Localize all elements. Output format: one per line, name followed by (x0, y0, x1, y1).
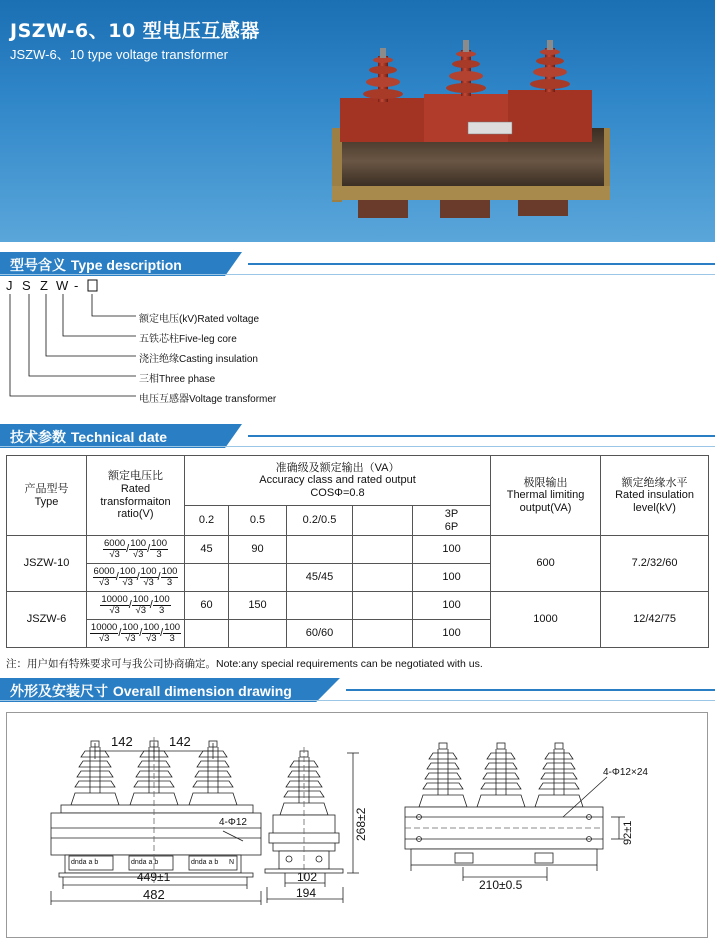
cell-thermal: 1000 (491, 592, 601, 648)
cell-05 (229, 564, 287, 592)
hdr-col-empty (353, 506, 413, 536)
section-bar-type-description: 型号含义 Type description (0, 252, 715, 276)
cell-05: 90 (229, 536, 287, 564)
hdr-ratio: 额定电压比 Rated transformaiton ratio(V) (87, 456, 185, 536)
cell-ratio: $\frac{10000}{√3}$ / $\frac{100}{√3}$ / $\frac{100}{√3}$ / $\frac{100}{3}$ (87, 620, 185, 648)
code-letter-j: J (6, 278, 13, 293)
terminal-a: dnda a b (71, 859, 99, 866)
cell-3p: 100 (413, 620, 491, 648)
note-text: 注：用户如有特殊要求可与我公司协商确定。Note:any special requirements can be negotiated with us. (6, 658, 483, 670)
hdr-col-3p6p: 3P 6P (413, 506, 491, 536)
cell-02 (185, 564, 229, 592)
header-banner (0, 0, 715, 242)
cell-thermal: 600 (491, 536, 601, 592)
dim-mount-width: 449±1 (137, 870, 171, 884)
dim-hole-front: 4-Φ12 (219, 817, 247, 828)
type-meaning-five-leg-core: 五铁芯柱Five-leg core (139, 334, 237, 345)
type-meaning-rated-voltage: 额定电压(kV)Rated voltage (139, 314, 260, 325)
hdr-accuracy: 准确级及额定输出（VA） Accuracy class and rated output COSΦ=0.8 (185, 456, 491, 506)
terminal-b: dnda a b (131, 859, 159, 866)
cell-model: JSZW-6 (7, 592, 87, 648)
dim-height: 268±2 (354, 807, 368, 841)
hdr-col-02: 0.2 (185, 506, 229, 536)
type-meaning-three-phase: 三相Three phase (139, 374, 216, 385)
hdr-col-05: 0.5 (229, 506, 287, 536)
cell-ratio: $\frac{6000}{√3}$ / $\frac{100}{√3}$ / $\frac{100}{√3}$ / $\frac{100}{3}$ (87, 564, 185, 592)
insulator-1 (363, 48, 403, 102)
cell-empty (353, 536, 413, 564)
dim-top-mount: 210±0.5 (479, 878, 523, 892)
dimension-svg (7, 713, 707, 937)
dim-total-width: 482 (143, 887, 165, 902)
cell-0205 (287, 592, 353, 620)
code-letter-s: S (22, 278, 31, 293)
type-meaning-voltage-transformer: 电压互感器Voltage transformer (139, 394, 277, 405)
dim-spacing-b: 142 (169, 734, 191, 749)
type-code-leaders (0, 278, 715, 408)
type-meaning-casting: 浇注绝缘Casting insulation (139, 354, 258, 365)
terminal-c: dnda a b (191, 859, 219, 866)
dimension-drawing (6, 712, 708, 938)
hdr-insulation: 额定绝缘水平 Rated insulation level(kV) (601, 456, 709, 536)
cell-05: 150 (229, 592, 287, 620)
section-bar-dimension: 外形及安装尺寸 Overall dimension drawing (0, 678, 715, 702)
cell-3p: 100 (413, 536, 491, 564)
table-row (7, 536, 709, 564)
insulator-2 (446, 40, 486, 96)
cell-02 (185, 620, 229, 648)
cell-02: 60 (185, 592, 229, 620)
dim-side-mount: 102 (297, 870, 318, 884)
cell-05 (229, 620, 287, 648)
cell-empty (353, 620, 413, 648)
cell-02: 45 (185, 536, 229, 564)
cell-insulation: 12/42/75 (601, 592, 709, 648)
code-letter-w: W (56, 278, 69, 293)
cell-3p: 100 (413, 564, 491, 592)
dim-hole-top: 4-Φ12×24 (603, 767, 648, 778)
hdr-col-0205: 0.2/0.5 (287, 506, 353, 536)
insulator-3 (530, 40, 570, 92)
code-letter-z: Z (40, 278, 48, 293)
dim-top-depth: 92±1 (622, 820, 634, 845)
cell-0205 (287, 536, 353, 564)
spec-table (6, 455, 709, 648)
hdr-thermal: 极限输出 Thermal limiting output(VA) (491, 456, 601, 536)
hdr-model: 产品型号 Type (7, 456, 87, 536)
section-bar-technical: 技术参数 Technical date (0, 424, 715, 448)
code-dash: - (74, 278, 79, 293)
cell-ratio: $\frac{10000}{√3}$ / $\frac{100}{√3}$ / $\frac{100}{3}$ (87, 592, 185, 620)
type-code-diagram (0, 278, 715, 408)
page-subtitle: JSZW-6、10 type voltage transformer (10, 47, 228, 62)
cell-3p: 100 (413, 592, 491, 620)
table-row (7, 592, 709, 620)
dim-side-width: 194 (296, 886, 317, 900)
dim-spacing-a: 142 (111, 734, 133, 749)
cell-empty (353, 564, 413, 592)
top-view (405, 743, 625, 881)
cell-0205: 45/45 (287, 564, 353, 592)
cell-empty (353, 592, 413, 620)
cell-0205: 60/60 (287, 620, 353, 648)
cell-model: JSZW-10 (7, 536, 87, 592)
product-photo (318, 36, 610, 226)
cell-ratio: $\frac{6000}{√3}$ / $\frac{100}{√3}$ / $\frac{100}{3}$ (87, 536, 185, 564)
cell-insulation: 7.2/32/60 (601, 536, 709, 592)
terminal-n: N (229, 859, 235, 866)
page-title: JSZW-6、10 型电压互感器 (10, 20, 260, 42)
